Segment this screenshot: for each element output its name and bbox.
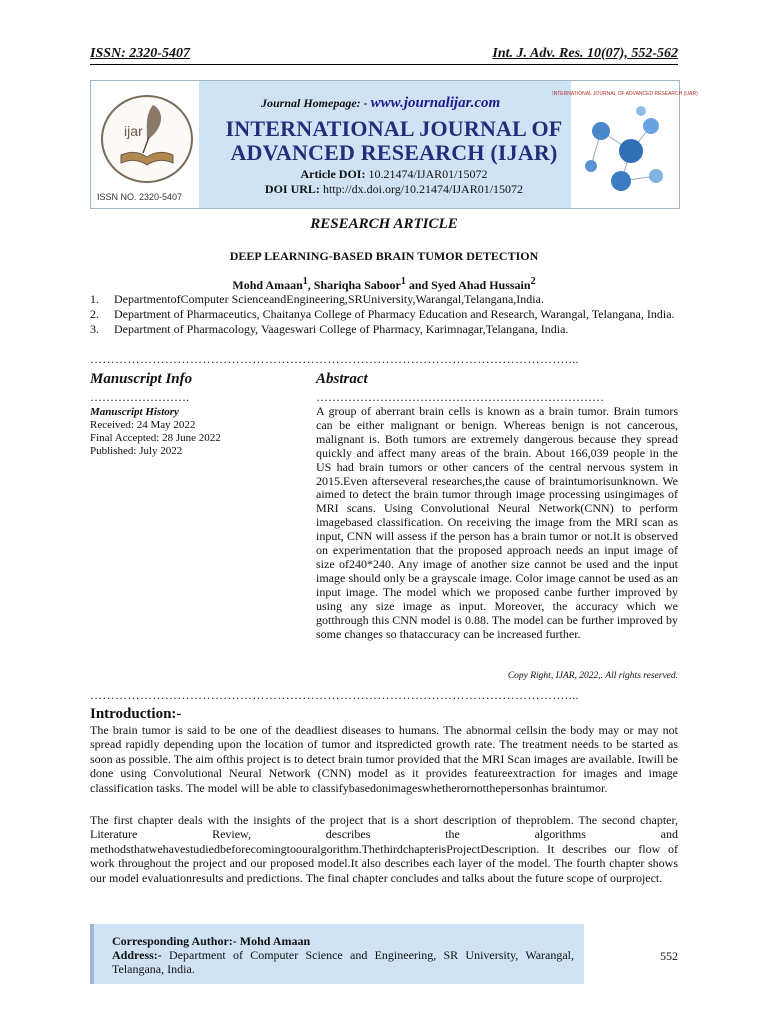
author-affil-mark: 1 [302,276,308,287]
manuscript-dots: ……………………. [90,390,189,404]
journal-logo [91,81,199,208]
section-separator: …………………………………………………………………………………………………….... [90,352,579,366]
affiliation-list [90,292,678,337]
doi-block [219,167,569,197]
journal-title [219,117,569,165]
molecule-cover-icon [552,81,698,208]
doi-url-link[interactable]: http://dx.doi.org/10.21474/IJAR01/15072 [322,182,524,196]
section-separator: …………………………………………………………………………………………………….... [90,688,579,702]
article-doi-label: Article DOI: [300,167,366,181]
logo-wordmark: ijar [124,123,143,139]
journal-homepage [261,95,500,112]
homepage-label: Journal Homepage: - [261,96,368,110]
journal-title-line1: INTERNATIONAL JOURNAL OF [225,116,563,141]
accepted-date: Final Accepted: 28 June 2022 [90,432,221,444]
article-title: DEEP LEARNING-BASED BRAIN TUMOR DETECTION [229,249,539,263]
copyright-note: Copy Right, IJAR, 2022,. All rights reserved. [507,671,678,681]
manuscript-history [90,406,221,458]
published-date: Published: July 2022 [90,445,183,457]
author-name: Shariqha Saboor [313,278,401,292]
affiliation-item: 1. DepartmentofComputer ScienceandEngineering,SRUniversity,Warangal,Telangana,India. [90,292,544,306]
journal-cover-image [552,81,698,208]
citation-header: Int. J. Adv. Res. 10(07), 552-562 [492,46,678,61]
author-list [0,276,768,293]
logo-issn: ISSN NO. 2320-5407 [97,192,183,202]
issn-header: ISSN: 2320-5407 [90,46,190,61]
affiliation-item: 2. Department of Pharmaceutics, Chaitanya College of Pharmacy Education and Research, Warangal, Telangana, India. [90,307,675,321]
article-doi: 10.21474/IJAR01/15072 [368,167,488,181]
abstract-dots: ……………………………………………………………… [316,390,604,404]
author-separator: , [307,278,314,292]
received-date: Received: 24 May 2022 [90,419,196,431]
introduction-paragraph: The first chapter deals with the insights of the project that is a short description of theproblem. The second chapter, Literature Review, describes the algorithms and methodsthatwehavestudiedbeforecomingtoouralgorithm.ThethirdchapterisProjectDescription. It describes our flow of work throughout the project and our proposed model.It also describes each layer of the model. The fourth chapter shows our model evaluationresults and predictions. The final chapter concludes and talks about the future scope of ourproject. [90,813,678,885]
logo-seal [101,95,193,183]
address-label: Address:- [112,948,162,962]
author-affil-mark: 2 [530,276,536,287]
introduction-heading: Introduction:- [90,706,182,722]
abstract-heading: Abstract [316,371,368,387]
author-name: Syed Ahad Hussain [431,278,531,292]
author-affil-mark: 1 [400,276,406,287]
author-address: Department of Computer Science and Engineering, SR University, Warangal, Telangana, India. [112,948,575,976]
article-type: RESEARCH ARTICLE [310,216,458,232]
corresponding-author-label: Corresponding Author:- Mohd Amaan [112,934,311,948]
doi-url-label: DOI URL: [264,182,320,196]
corresponding-author-box [90,924,584,984]
quill-book-icon [103,97,191,181]
page-number: 552 [660,949,678,963]
cover-title: INTERNATIONAL JOURNAL OF ADVANCED RESEARCH (IJAR) [552,91,698,97]
journal-banner [90,80,698,209]
history-label: Manuscript History [90,406,179,418]
author-separator: and [405,278,432,292]
header-rule [90,64,678,65]
introduction-paragraph: The brain tumor is said to be one of the deadliest diseases to humans. The abnormal cellsin the body may or may not spread rapidly depending upon the location of tumor and itspredicted growth rate. The treatment needs to be started as soon as possible. The aim ofthis project is to detect brain tumor provided that the MRI Scan images are available. Itwill be done using Convolutional Neural Network (CNN) model as it provides featureextraction for images and image classification tasks. The model will be able to classifybasedonimageswhetherornotthepersonhas braintumor. [90,723,678,795]
affiliation-item: 3. Department of Pharmacology, Vaageswari College of Pharmacy, Karimnagar,Telangana, India. [90,322,569,336]
author-name: Mohd Amaan [232,278,303,292]
homepage-link[interactable]: www.journalijar.com [370,95,501,111]
journal-title-line2: ADVANCED RESEARCH (IJAR) [230,140,558,165]
manuscript-info-heading: Manuscript Info [90,371,193,387]
abstract-text: A group of aberrant brain cells is known as a brain tumor. Brain tumors can be either malignant or benign. Whereas benign is not cancerous, malignant is. Both tumors are extremely dangerous because they spread quickly and affect many areas of the brain. About 166,039 people in the US had brain tumors or other cancers of the central nervous system in 2015.Even afterseveral researches,the cause of braintumorisunknown. We aimed to detect the brain tumor through image processing usingimages of MRI scans. Using Convolutional Neural Network(CNN) to perform imagebased classification. On receiving the image from the MRI scan as input, CNN will assess if the person has a brain tumor or not.It is observed on experimentation that the proposed approach needs an input image of size of240*240. Any image of another size cannot be used and the input image should only be a grayscale image. Color image cannot be used as an input image. The model which we proposed canbe further improved by using any size image as input. Moreover, the accuracy which we gotthrough this CNN model is 0.88. The model can be further improved by some changes so thataccuracy can be increased further. [316,404,678,641]
